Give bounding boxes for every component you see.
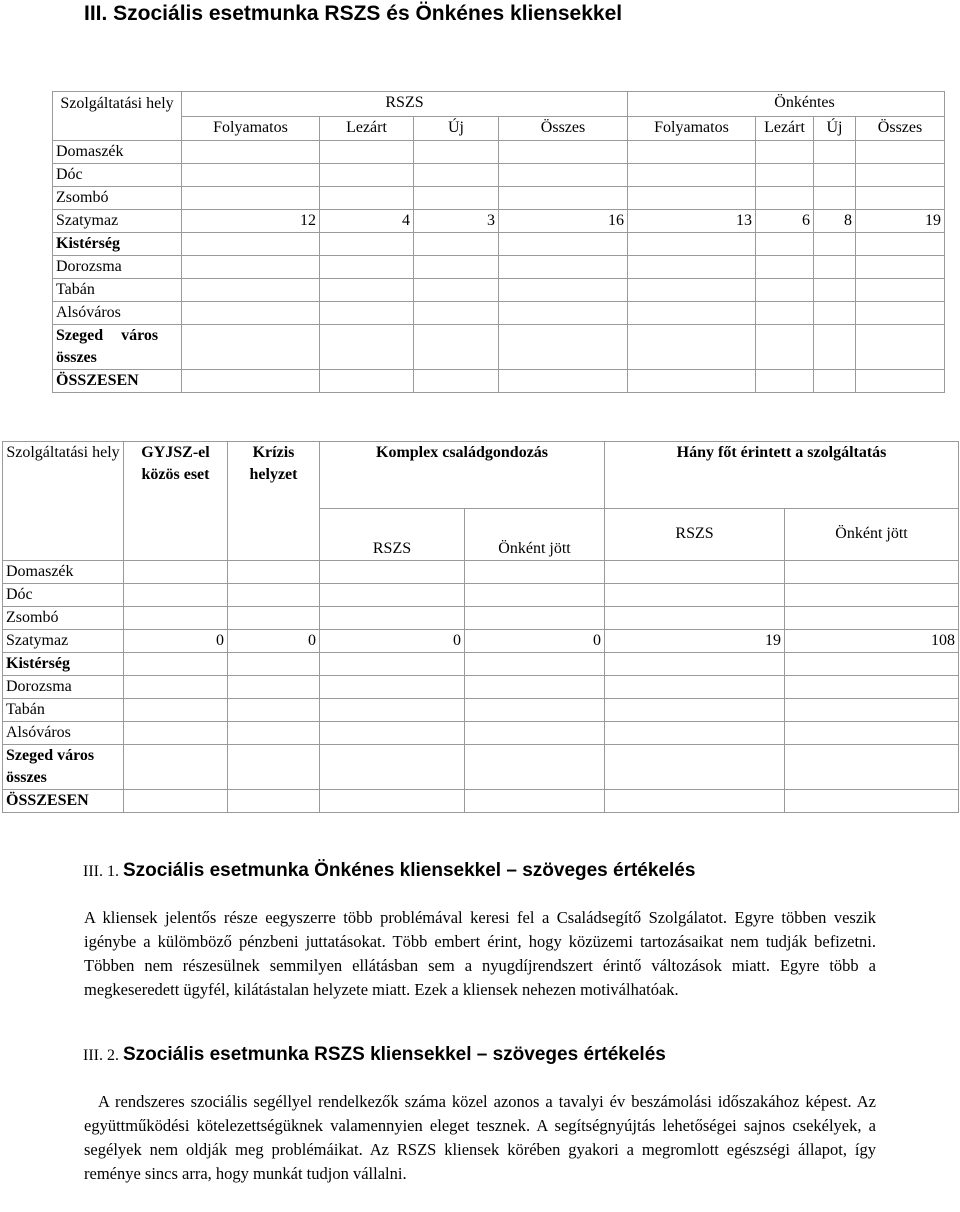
- row-label: Zsombó: [3, 607, 124, 630]
- subcol-header: Folyamatos: [182, 116, 320, 141]
- table-cell: 0: [465, 630, 605, 653]
- sub-header-onkent-1: Önként jött: [465, 508, 605, 560]
- table-cell: [814, 325, 856, 370]
- table-cell: [228, 653, 320, 676]
- table-cell: [756, 164, 814, 187]
- table-cell: [785, 676, 959, 699]
- table-cell: [499, 370, 628, 393]
- table-cell: [228, 699, 320, 722]
- row-label: Domaszék: [53, 141, 182, 164]
- table-cell: [605, 653, 785, 676]
- subcol-header: Összes: [499, 116, 628, 141]
- row-label: Kistérség: [53, 233, 182, 256]
- table-row: [3, 722, 959, 745]
- table-cell: [182, 370, 320, 393]
- table-row: [53, 256, 945, 279]
- row-label: Szatymaz: [3, 630, 124, 653]
- table-cell: [756, 141, 814, 164]
- table-cell: [465, 676, 605, 699]
- table-cell: [814, 302, 856, 325]
- table-cell: [605, 607, 785, 630]
- table-cell: [182, 325, 320, 370]
- row-label: Alsóváros: [3, 722, 124, 745]
- table-cell: 108: [785, 630, 959, 653]
- subcol-header: Folyamatos: [628, 116, 756, 141]
- table-cell: [228, 561, 320, 584]
- table-cell: [856, 187, 945, 210]
- row-label: Szeged város összes: [53, 325, 182, 370]
- table-cell: [628, 325, 756, 370]
- table-cell: [785, 607, 959, 630]
- table-cell: [465, 790, 605, 813]
- table-row: [3, 745, 959, 790]
- table-cell: [756, 256, 814, 279]
- table-cell: [414, 256, 499, 279]
- table-cell: [628, 370, 756, 393]
- section2-text: A rendszeres szociális segéllyel rendelkezők száma közel azonos a tavalyi év beszámolási időszakához képest. Az együttműködési kötelezettségüknek valamennyien eleget tesznek. A segítségnyújtás lehetőségei sajnos csekélyek, a segélyek nem oldják meg problémáikat. Az RSZS kliensek körében gyakori a megromlott egészségi állapot, így reménye sincs arra, hogy munkát tudjon vállalni.: [84, 1092, 876, 1183]
- table-cell: [320, 790, 465, 813]
- table-cell: [785, 653, 959, 676]
- row-label: Domaszék: [3, 561, 124, 584]
- table-cell: [628, 233, 756, 256]
- table-cell: [320, 233, 414, 256]
- group-header-onkentes: Önkéntes: [628, 92, 945, 117]
- table-cell: [499, 141, 628, 164]
- sub-header-rszs-1: RSZS: [320, 508, 465, 560]
- table-row: [3, 676, 959, 699]
- row-label: Dóc: [53, 164, 182, 187]
- table-cell: [785, 722, 959, 745]
- page-title: III. Szociális esetmunka RSZS és Önkénes kliensekkel: [84, 2, 623, 25]
- table-cell: [124, 561, 228, 584]
- table-cell: [605, 722, 785, 745]
- table-cell: [124, 653, 228, 676]
- table-cell: [785, 561, 959, 584]
- table-row: [53, 370, 945, 393]
- table-row: [53, 210, 945, 233]
- table-row: [3, 790, 959, 813]
- row-label: Szeged város összes: [3, 745, 124, 790]
- table-cell: [465, 745, 605, 790]
- table-row: [3, 561, 959, 584]
- table-cell: [628, 187, 756, 210]
- table-cell: [320, 370, 414, 393]
- section2-number: III. 2.: [83, 1047, 119, 1064]
- table-cell: [320, 607, 465, 630]
- table-cell: [814, 233, 856, 256]
- table-row: [53, 233, 945, 256]
- table-cell: [785, 699, 959, 722]
- table-cell: [124, 745, 228, 790]
- table-cell: 0: [228, 630, 320, 653]
- table-row: [3, 653, 959, 676]
- table-row: [3, 699, 959, 722]
- table-cell: [499, 187, 628, 210]
- table-services: [2, 441, 959, 813]
- table-cell: [628, 141, 756, 164]
- table-row: [3, 607, 959, 630]
- table-row: [53, 164, 945, 187]
- row-label: Szatymaz: [53, 210, 182, 233]
- header-place-2: Szolgáltatási hely: [3, 442, 124, 561]
- table-cell: [182, 141, 320, 164]
- table-cell: 6: [756, 210, 814, 233]
- header-komplex: Komplex családgondozás: [320, 442, 605, 509]
- subcol-header: Lezárt: [320, 116, 414, 141]
- row-label: Dorozsma: [53, 256, 182, 279]
- table-cell: [605, 676, 785, 699]
- table-cell: [320, 676, 465, 699]
- table-row: [53, 302, 945, 325]
- table-cell: [320, 722, 465, 745]
- row-label: ÖSSZESEN: [53, 370, 182, 393]
- table-cell: [465, 653, 605, 676]
- table-cell: [499, 164, 628, 187]
- section2-heading: [83, 1044, 666, 1066]
- table-cell: [228, 790, 320, 813]
- row-label: Kistérség: [3, 653, 124, 676]
- table-cell: [756, 233, 814, 256]
- table-cell: [814, 164, 856, 187]
- row-label: Tabán: [3, 699, 124, 722]
- table-cell: [320, 653, 465, 676]
- table-cell: [182, 233, 320, 256]
- table-cell: 8: [814, 210, 856, 233]
- table-cell: [756, 302, 814, 325]
- subcol-header: Összes: [856, 116, 945, 141]
- table-cell: [414, 325, 499, 370]
- table-cell: [465, 722, 605, 745]
- table-cell: [605, 561, 785, 584]
- table-cell: [605, 790, 785, 813]
- table-cell: 16: [499, 210, 628, 233]
- row-label: Dorozsma: [3, 676, 124, 699]
- group-header-rszs: RSZS: [182, 92, 628, 117]
- table-cell: [856, 279, 945, 302]
- table-cell: [499, 279, 628, 302]
- table-cell: [499, 256, 628, 279]
- header-place: Szolgáltatási hely: [53, 92, 182, 141]
- section2-title: Szociális esetmunka RSZS kliensekkel – szöveges értékelés: [122, 1044, 666, 1065]
- table-cell: [856, 325, 945, 370]
- table-cell: [182, 256, 320, 279]
- sub-header-onkent-2: Önként jött: [785, 508, 959, 560]
- section1-title: Szociális esetmunka Önkénes kliensekkel – szöveges értékelés: [122, 860, 696, 881]
- table-cell: [628, 256, 756, 279]
- subcol-header: Új: [814, 116, 856, 141]
- row-label: Tabán: [53, 279, 182, 302]
- table-cell: [320, 256, 414, 279]
- table-cell: 0: [124, 630, 228, 653]
- table-row: [53, 187, 945, 210]
- table-cell: [628, 164, 756, 187]
- table-cell: [228, 584, 320, 607]
- table-rszs-onkentes: [52, 91, 945, 393]
- table-cell: [320, 745, 465, 790]
- row-label: Alsóváros: [53, 302, 182, 325]
- table-cell: [499, 302, 628, 325]
- subcol-header: Új: [414, 116, 499, 141]
- table-cell: 12: [182, 210, 320, 233]
- table-cell: [756, 187, 814, 210]
- table-cell: 19: [605, 630, 785, 653]
- table-cell: [856, 302, 945, 325]
- table-cell: [124, 790, 228, 813]
- table-cell: [814, 141, 856, 164]
- table-cell: [124, 584, 228, 607]
- table-cell: 0: [320, 630, 465, 653]
- table-row: [53, 325, 945, 370]
- table-cell: [856, 233, 945, 256]
- table-row: [53, 141, 945, 164]
- table-cell: [814, 370, 856, 393]
- table-cell: [414, 233, 499, 256]
- sub-header-rszs-2: RSZS: [605, 508, 785, 560]
- subcol-header: Lezárt: [756, 116, 814, 141]
- section1-number: III. 1.: [83, 863, 119, 880]
- table-cell: [756, 325, 814, 370]
- table-cell: [856, 141, 945, 164]
- table-cell: [856, 370, 945, 393]
- table-cell: [320, 141, 414, 164]
- table-cell: [756, 279, 814, 302]
- table-cell: [605, 745, 785, 790]
- table-cell: [605, 699, 785, 722]
- table-cell: [465, 607, 605, 630]
- table-cell: [414, 302, 499, 325]
- table-cell: 3: [414, 210, 499, 233]
- table-cell: [414, 370, 499, 393]
- table-cell: [605, 584, 785, 607]
- table-cell: [182, 187, 320, 210]
- table-cell: [320, 325, 414, 370]
- row-label: ÖSSZESEN: [3, 790, 124, 813]
- header-hany: Hány főt érintett a szolgáltatás: [605, 442, 959, 509]
- table-row: [3, 630, 959, 653]
- table-cell: [124, 676, 228, 699]
- table-cell: [228, 745, 320, 790]
- table-cell: [499, 325, 628, 370]
- table-cell: [228, 607, 320, 630]
- table-cell: 4: [320, 210, 414, 233]
- table-cell: [320, 164, 414, 187]
- table-cell: [414, 279, 499, 302]
- table-cell: [756, 370, 814, 393]
- section1-text: A kliensek jelentős része eegyszerre több problémával keresi fel a Családsegítő Szolgálatot. Egyre többen veszik igénybe a külömböző pénzbeni juttatásokat. Több embert érint, hogy közüzemi tartozásaikat nem tudják befizetni. Többen nem részesülnek semmilyen ellátásban sem a nyugdíjrendszert érintő változások miatt. Egyre több a megkeseredett ügyfél, kilátástalan helyzete miatt. Ezek a kliensek nehezen motiválhatóak.: [84, 908, 876, 999]
- table-cell: [414, 187, 499, 210]
- table-cell: [628, 302, 756, 325]
- table-cell: [814, 256, 856, 279]
- table-cell: [465, 584, 605, 607]
- table-cell: [320, 187, 414, 210]
- table-cell: [499, 233, 628, 256]
- table-cell: [320, 302, 414, 325]
- table-cell: 13: [628, 210, 756, 233]
- header-gyjsz: GYJSZ-el közös eset: [124, 442, 228, 561]
- table-cell: [628, 279, 756, 302]
- table-cell: [414, 164, 499, 187]
- table-cell: [856, 164, 945, 187]
- table-cell: [465, 699, 605, 722]
- row-label: Zsombó: [53, 187, 182, 210]
- table-cell: [320, 699, 465, 722]
- table-cell: [785, 790, 959, 813]
- table-cell: [320, 279, 414, 302]
- table-cell: [182, 164, 320, 187]
- table-cell: [124, 699, 228, 722]
- table-cell: [414, 141, 499, 164]
- table-cell: [814, 279, 856, 302]
- table-cell: 19: [856, 210, 945, 233]
- table-cell: [320, 584, 465, 607]
- table-row: [53, 279, 945, 302]
- table-cell: [320, 561, 465, 584]
- table-cell: [785, 745, 959, 790]
- table-cell: [856, 256, 945, 279]
- table-cell: [465, 561, 605, 584]
- table-cell: [124, 722, 228, 745]
- table-cell: [814, 187, 856, 210]
- table-cell: [228, 722, 320, 745]
- table-cell: [124, 607, 228, 630]
- table-cell: [182, 279, 320, 302]
- section1-heading: [83, 860, 695, 882]
- table-row: [3, 584, 959, 607]
- table-cell: [182, 302, 320, 325]
- table-cell: [785, 584, 959, 607]
- table-cell: [228, 676, 320, 699]
- row-label: Dóc: [3, 584, 124, 607]
- header-krizis: Krízis helyzet: [228, 442, 320, 561]
